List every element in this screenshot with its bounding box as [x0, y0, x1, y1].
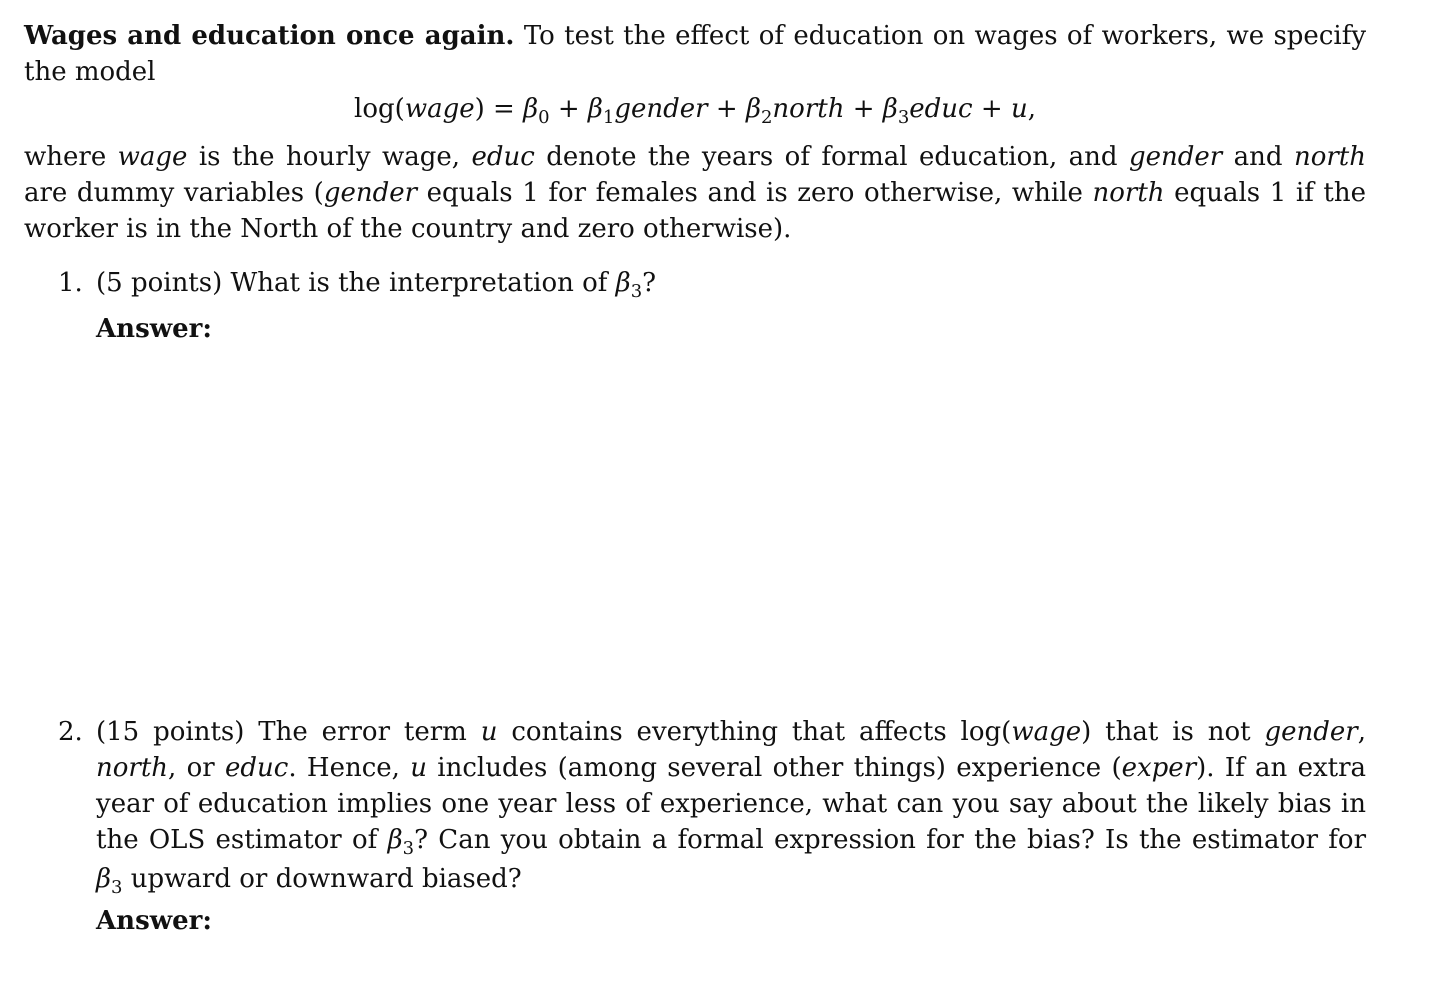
- eq-wage: wage: [404, 94, 475, 124]
- eq-u: u: [1010, 94, 1028, 124]
- def-north: north: [1293, 142, 1367, 172]
- question-2: [58, 714, 1366, 900]
- q2-text: includes (among several other things) experience (: [426, 753, 1122, 783]
- q1-text: ?: [642, 268, 657, 298]
- eq-gender: gender: [614, 94, 708, 124]
- eq-plus: +: [549, 94, 588, 124]
- def-text: denote the years of formal education, and: [534, 142, 1129, 172]
- q2-text: . Hence,: [288, 753, 411, 783]
- question-number: 2.: [58, 717, 83, 747]
- q2-gender: gender: [1264, 717, 1358, 747]
- eq-plus: +: [707, 94, 746, 124]
- eq-log: log(: [354, 94, 405, 124]
- q2-beta-sub: 3: [111, 877, 123, 898]
- eq-north: north: [772, 94, 845, 124]
- intro-sentence: To test the effect of education on wages of workers, we specify the model: [24, 21, 1367, 87]
- def-text: equals 1 for females and is zero otherwise, while: [417, 178, 1093, 208]
- problem-title: Wages and education once again.: [24, 21, 515, 51]
- q2-wage: wage: [1011, 717, 1082, 747]
- def-gender: gender: [1129, 142, 1223, 172]
- intro-text: [24, 18, 1366, 90]
- q2-beta-sub: 3: [402, 838, 415, 859]
- eq-beta1-sub: 1: [602, 107, 615, 128]
- q2-text: (15 points) The error term: [96, 717, 481, 747]
- q2-u: u: [480, 717, 498, 747]
- q1-text: (5 points) What is the interpretation of: [96, 268, 616, 298]
- question-number: 1.: [58, 268, 83, 298]
- q2-text: ,: [1357, 717, 1366, 747]
- q2-beta: β: [96, 864, 112, 894]
- eq-comma: ,: [1027, 94, 1036, 124]
- def-gender: gender: [323, 178, 418, 208]
- def-educ: educ: [471, 142, 535, 172]
- q2-text: ) that is not: [1081, 717, 1265, 747]
- def-text: where: [24, 142, 118, 172]
- def-text: is the hourly wage,: [187, 142, 472, 172]
- model-equation: [24, 91, 1366, 130]
- eq-beta0: β: [523, 94, 539, 124]
- eq-beta0-sub: 0: [538, 107, 550, 128]
- q2-text: contains everything that affects log(: [497, 717, 1012, 747]
- q1-beta: β: [615, 268, 631, 298]
- q2-text: ? Can you obtain a formal expression for the bias? Is the estimator for: [414, 825, 1366, 855]
- q2-educ: educ: [224, 753, 289, 783]
- eq-beta3: β: [882, 94, 898, 124]
- question-1: [58, 265, 1366, 304]
- eq-equals: ) =: [474, 94, 524, 124]
- eq-beta2-sub: 2: [760, 107, 773, 128]
- question-1-text: [96, 265, 1366, 304]
- answer-label-1: Answer:: [96, 314, 212, 344]
- q2-north: north: [96, 753, 169, 783]
- q2-exper: exper: [1121, 753, 1197, 783]
- intro-paragraph: [24, 18, 1366, 90]
- question-2-text: [96, 714, 1366, 900]
- answer-label-2: Answer:: [96, 906, 212, 936]
- q2-u: u: [410, 753, 427, 783]
- def-north: north: [1092, 178, 1165, 208]
- q2-text: upward or downward biased?: [122, 864, 522, 894]
- def-text: and: [1222, 142, 1294, 172]
- eq-beta3-sub: 3: [897, 107, 910, 128]
- q2-text: , or: [168, 753, 225, 783]
- eq-plus: +: [972, 94, 1011, 124]
- eq-educ: educ: [909, 94, 973, 124]
- eq-beta2: β: [745, 94, 761, 124]
- eq-plus: +: [844, 94, 883, 124]
- q2-text: ). If an extra year of education implies one year less of experience, what can you say about the likely bias in the OLS estimator of: [96, 753, 1366, 855]
- q2-beta: β: [387, 825, 403, 855]
- def-text: equals 1 if the worker is in the North of the country and zero otherwise).: [24, 178, 1367, 244]
- eq-beta1: β: [587, 94, 603, 124]
- q1-beta-sub: 3: [630, 281, 643, 302]
- def-text: are dummy variables (: [24, 178, 324, 208]
- def-wage: wage: [117, 142, 188, 172]
- definition-paragraph: [24, 139, 1366, 247]
